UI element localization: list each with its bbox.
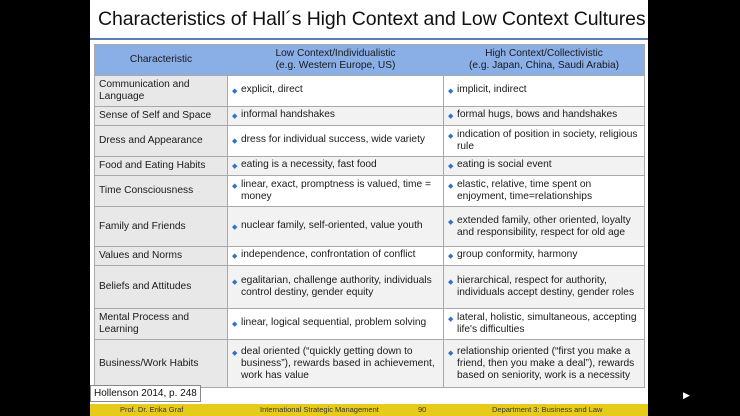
table-row: [95, 247, 645, 266]
table-row: [95, 309, 645, 340]
footer-page-number: 90: [418, 405, 427, 414]
table-row: [95, 340, 645, 388]
mouse-cursor-icon: ▶: [683, 390, 690, 400]
culture-comparison-table: [94, 44, 645, 388]
diamond-bullet-icon: ◆: [448, 163, 454, 170]
high-context-cell: ◆ lateral, holistic, simultaneous, accepting life's difficulties: [444, 309, 645, 340]
table-row: [95, 76, 645, 107]
footer-department: Department 3: Business and Law: [492, 405, 603, 414]
high-context-cell: ◆ eating is social event: [444, 157, 645, 176]
diamond-bullet-icon: ◆: [232, 113, 238, 120]
high-context-cell: ◆ implicit, indirect: [444, 76, 645, 107]
footer-author: Prof. Dr. Erika Graf: [120, 405, 184, 414]
low-context-cell: ◆ dress for individual success, wide variety: [228, 126, 444, 157]
table-row: [95, 266, 645, 309]
diamond-bullet-icon: ◆: [448, 253, 454, 260]
diamond-bullet-icon: ◆: [232, 279, 238, 286]
diamond-bullet-icon: ◆: [232, 349, 238, 357]
table-header-row: [95, 45, 645, 76]
diamond-bullet-icon: ◆: [448, 183, 454, 190]
citation: Hollenson 2014, p. 248: [90, 385, 201, 402]
diamond-bullet-icon: ◆: [232, 163, 238, 170]
diamond-bullet-icon: ◆: [232, 223, 238, 231]
high-context-cell: ◆ relationship oriented (“first you make a friend, then you make a deal”), rewards based on seniority, work is a necessity: [444, 340, 645, 388]
diamond-bullet-icon: ◆: [232, 88, 238, 95]
diamond-bullet-icon: ◆: [232, 253, 238, 260]
low-context-cell: ◆ linear, exact, promptness is valued, time = money: [228, 176, 444, 207]
low-context-cell: ◆ informal handshakes: [228, 107, 444, 126]
diamond-bullet-icon: ◆: [448, 88, 454, 95]
characteristic-cell: Mental Process and Learning: [95, 309, 228, 340]
high-context-cell: ◆ group conformity, harmony: [444, 247, 645, 266]
title-divider: [90, 38, 648, 40]
slide-footer: [90, 404, 648, 416]
slide: [90, 0, 648, 416]
table-row: [95, 157, 645, 176]
characteristic-cell: Communication and Language: [95, 76, 228, 107]
high-context-cell: ◆ formal hugs, bows and handshakes: [444, 107, 645, 126]
low-context-cell: ◆ explicit, direct: [228, 76, 444, 107]
high-context-cell: ◆ extended family, other oriented, loyalty and responsibility, respect for old age: [444, 207, 645, 247]
low-context-cell: ◆ deal oriented (“quickly getting down to business”), rewards based in achievement, work has value: [228, 340, 444, 388]
diamond-bullet-icon: ◆: [232, 183, 238, 190]
diamond-bullet-icon: ◆: [448, 349, 454, 357]
header-low-context: Low Context/Individualistic (e.g. Western Europe, US): [228, 45, 444, 76]
characteristic-cell: Values and Norms: [95, 247, 228, 266]
diamond-bullet-icon: ◆: [232, 321, 238, 328]
low-context-cell: ◆ egalitarian, challenge authority, individuals control destiny, gender equity: [228, 266, 444, 309]
characteristic-cell: Food and Eating Habits: [95, 157, 228, 176]
header-high-context: High Context/Collectivistic (e.g. Japan, China, Saudi Arabia): [444, 45, 645, 76]
low-context-cell: ◆ independence, confrontation of conflict: [228, 247, 444, 266]
diamond-bullet-icon: ◆: [448, 218, 454, 226]
characteristic-cell: Sense of Self and Space: [95, 107, 228, 126]
low-context-cell: ◆ eating is a necessity, fast food: [228, 157, 444, 176]
table-row: [95, 126, 645, 157]
diamond-bullet-icon: ◆: [448, 113, 454, 120]
table-row: [95, 107, 645, 126]
diamond-bullet-icon: ◆: [448, 316, 454, 323]
diamond-bullet-icon: ◆: [448, 279, 454, 286]
high-context-cell: ◆ elastic, relative, time spent on enjoyment, time=relationships: [444, 176, 645, 207]
table-row: [95, 207, 645, 247]
low-context-cell: ◆ nuclear family, self-oriented, value youth: [228, 207, 444, 247]
high-context-cell: ◆ indication of position in society, religious rule: [444, 126, 645, 157]
diamond-bullet-icon: ◆: [232, 138, 238, 145]
low-context-cell: ◆ linear, logical sequential, problem solving: [228, 309, 444, 340]
characteristic-cell: Time Consciousness: [95, 176, 228, 207]
header-characteristic: Characteristic: [95, 45, 228, 76]
diamond-bullet-icon: ◆: [448, 133, 454, 140]
high-context-cell: ◆ hierarchical, respect for authority, individuals accept destiny, gender roles: [444, 266, 645, 309]
characteristic-cell: Family and Friends: [95, 207, 228, 247]
table-row: [95, 176, 645, 207]
characteristic-cell: Beliefs and Attitudes: [95, 266, 228, 309]
slide-title: Characteristics of Hall´s High Context and Low Context Cultures: [98, 8, 646, 30]
characteristic-cell: Business/Work Habits: [95, 340, 228, 388]
footer-course: International Strategic Management: [260, 405, 379, 414]
characteristic-cell: Dress and Appearance: [95, 126, 228, 157]
